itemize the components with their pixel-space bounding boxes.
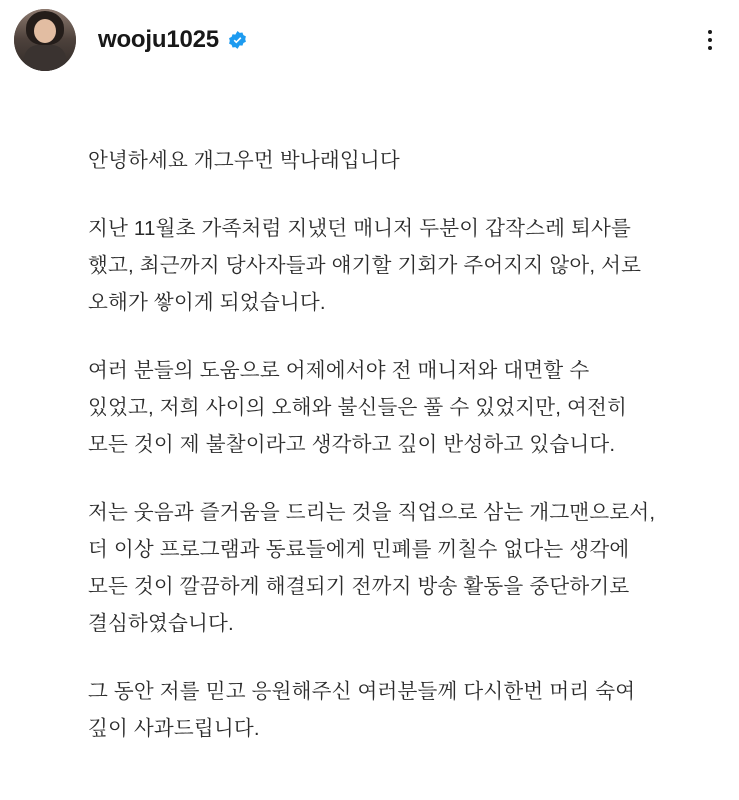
more-options-dot: [708, 30, 712, 34]
avatar-body-shape: [24, 45, 66, 71]
post-paragraph: 지난 11월초 가족처럼 지냈던 매니저 두분이 갑작스레 퇴사를 했고, 최근까지 당사자들과 얘기할 기회가 주어지지 않아, 서로 오해가 쌓이게 되었습니다.: [88, 217, 648, 314]
username-group[interactable]: [98, 26, 248, 54]
avatar-face-shape: [34, 19, 56, 43]
avatar[interactable]: [14, 9, 76, 71]
post-header: [0, 0, 739, 80]
post-paragraph: 여러 분들의 도움으로 어제에서야 전 매니저와 대면할 수 있었고, 저희 사이의 오해와 불신들은 풀 수 있었지만, 여전히 모든 것이 제 불찰이라고 생각하고 깊이 반성하고 있습니다.: [88, 359, 633, 456]
post-body: [0, 80, 739, 747]
more-options-icon[interactable]: [699, 23, 721, 57]
post-paragraph: 저는 웃음과 즐거움을 드리는 것을 직업으로 삼는 개그맨으로서, 더 이상 프로그램과 동료들에게 민폐를 끼칠수 없다는 생각에 모든 것이 깔끔하게 해결되기 전까지 방송 활동을 중단하기로 결심하였습니다.: [88, 501, 662, 635]
username-label[interactable]: wooju1025: [98, 26, 219, 53]
more-options-dot: [708, 46, 712, 50]
more-options-dot: [708, 38, 712, 42]
post-paragraph: 안녕하세요 개그우먼 박나래입니다: [88, 149, 400, 172]
verified-badge-icon: [227, 30, 248, 51]
post-paragraph: 그 동안 저를 믿고 응원해주신 여러분들께 다시한번 머리 숙여 깊이 사과드립니다.: [88, 680, 642, 740]
